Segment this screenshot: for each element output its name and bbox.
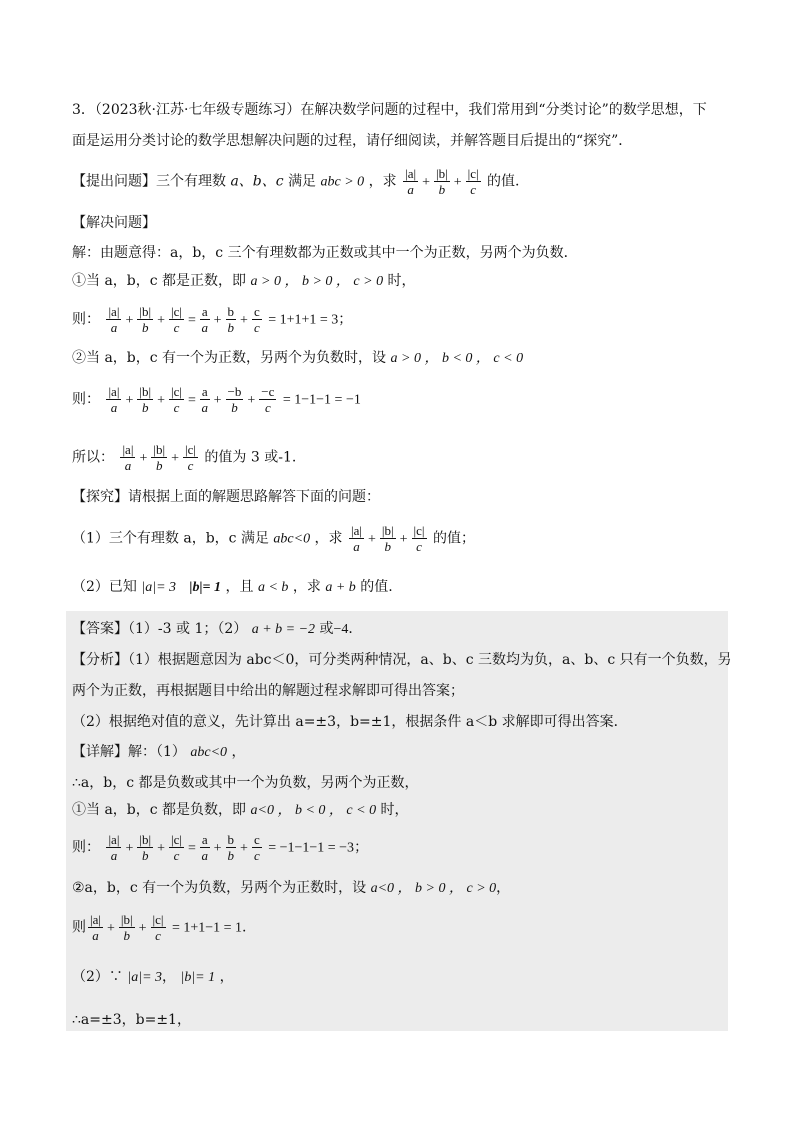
fraction-numerator: |a| — [108, 832, 120, 847]
fraction — [259, 384, 276, 415]
math-operator: + — [171, 450, 179, 466]
fraction-denominator: c — [155, 928, 161, 943]
detail-case2-line — [72, 878, 510, 899]
fraction — [169, 304, 184, 335]
math-operator: + — [125, 312, 134, 328]
text-segment: ． — [348, 621, 363, 637]
text-segment: （1）三个有理数 a，b，c 满足 — [72, 530, 269, 547]
text-segment: 则： — [72, 839, 100, 856]
math-operator: + — [106, 920, 115, 936]
fraction — [200, 304, 210, 335]
text-segment: |a|= 3 — [127, 970, 163, 985]
fraction-denominator: c — [187, 458, 194, 473]
answer-line — [72, 619, 362, 640]
fraction-denominator: b — [155, 458, 163, 473]
case1-line — [72, 271, 416, 292]
fraction-numerator: |b| — [153, 442, 166, 457]
fraction-numerator: |c| — [170, 384, 182, 399]
fraction-denominator: c — [253, 848, 260, 863]
fraction — [226, 384, 244, 415]
text-segment: |a|= 3 — [141, 580, 177, 595]
explore-heading: 【探究】请根据上面的解题思路解答下面的问题： — [72, 489, 380, 505]
text-segment: ①当 a，b，c 都是正数，即 — [72, 273, 247, 289]
text-segment: ①当 a，b，c 都是负数，即 — [72, 802, 247, 818]
text-segment: a<0 ， b < 0 ， c < 0 — [250, 803, 377, 818]
text-segment: 或 — [319, 621, 334, 637]
math-operator: + — [138, 920, 147, 936]
math-operator: + — [139, 450, 148, 466]
pose-ask: ，求 — [368, 173, 397, 190]
text-segment: ， — [219, 969, 234, 985]
fraction-numerator: |b| — [139, 832, 152, 847]
text-segment: ， — [496, 880, 511, 896]
fraction — [137, 384, 153, 415]
fraction — [137, 832, 153, 863]
fraction-denominator: c — [173, 848, 180, 863]
fraction — [252, 304, 262, 335]
fraction-numerator: b — [227, 832, 235, 847]
fraction-numerator: |a| — [122, 442, 134, 457]
detail-therefore: ∴a，b，c 都是负数或其中一个为负数，另两个为正数， — [72, 775, 419, 791]
math-operator: = — [187, 392, 196, 408]
fraction-numerator: |c| — [184, 442, 196, 457]
fraction-denominator: a — [201, 400, 208, 415]
solve-heading: 【解决问题】 — [72, 215, 156, 231]
case2-line — [72, 348, 523, 369]
fraction-denominator: c — [264, 400, 271, 415]
text-segment: ②a，b，c 有一个为负数，另两个为正数时，设 — [72, 880, 367, 896]
math-operator: + — [422, 174, 430, 190]
case1-formula — [72, 304, 352, 335]
fraction-denominator: b — [384, 539, 391, 554]
math-operator: + — [399, 531, 408, 547]
fraction-numerator: |c| — [413, 523, 425, 538]
fraction — [151, 912, 166, 943]
fraction-denominator: a — [201, 320, 208, 335]
text-segment: = −1−1−1 = −3 — [268, 840, 355, 856]
fraction-denominator: a — [201, 848, 208, 863]
math-operator: + — [240, 840, 248, 856]
fraction-numerator: |b| — [139, 304, 152, 319]
fraction-denominator: b — [141, 848, 149, 863]
fraction-denominator: a — [110, 848, 118, 863]
detail-case1-formula — [72, 832, 368, 863]
text-segment: ； — [338, 311, 353, 328]
analysis-line-3: （2）根据绝对值的意义，先计算出 a=±3，b=±1，根据条件 a＜b 求解即可得出答案． — [72, 714, 628, 730]
text-segment: 时， — [380, 802, 409, 818]
text-segment: ，求 — [292, 579, 321, 595]
math-operator: + — [157, 312, 165, 328]
fraction-numerator: |c| — [170, 304, 182, 319]
fraction-denominator: c — [173, 320, 180, 335]
problem-header-line-2: 面是运用分类讨论的数学思想解决问题的过程，请仔细阅读，并解答题目后提出的“探究”． — [72, 133, 633, 149]
fraction — [169, 384, 184, 415]
fraction-numerator: −c — [261, 384, 275, 399]
text-segment: 则： — [72, 391, 100, 408]
fraction — [412, 523, 427, 554]
math-operator: = — [187, 840, 196, 856]
fraction-denominator: c — [173, 400, 180, 415]
fraction-numerator: b — [227, 304, 235, 319]
text-segment: abc<0 — [190, 745, 228, 760]
frac-abs-b-over-b — [434, 166, 450, 197]
text-segment: a<0 ， b > 0 ， c > 0 — [370, 881, 497, 896]
math-operator: + — [240, 312, 248, 328]
detail-part2-line: （2）∵ |a|= 3， |b|= 1 ， — [72, 969, 234, 985]
math-operator: = — [187, 312, 196, 328]
fraction-numerator: |c| — [152, 912, 164, 927]
text-segment: = 1+1−1 = 1 — [171, 920, 243, 936]
text-segment: a + b — [325, 580, 356, 595]
text-segment: a < b — [257, 580, 289, 595]
fraction-denominator: b — [227, 848, 235, 863]
fraction-denominator: b — [141, 400, 149, 415]
text-segment: abc<0 — [273, 531, 311, 547]
fraction — [88, 912, 103, 943]
fraction-numerator: a — [201, 304, 208, 319]
fraction-denominator: b — [231, 400, 238, 415]
fraction — [183, 442, 198, 473]
text-segment: ，求 — [314, 530, 343, 547]
fraction-denominator: a — [124, 458, 132, 473]
fraction-numerator: |a| — [90, 912, 101, 927]
text-segment: a > 0 ， b < 0 ， c < 0 — [390, 351, 524, 366]
text-segment: = 1+1+1 = 3 — [268, 312, 339, 328]
fraction-denominator: c — [470, 182, 476, 197]
frac-abs-c-over-c — [466, 166, 481, 197]
text-segment: a > 0 ， b > 0 ， c > 0 — [250, 274, 384, 289]
so-line — [72, 442, 296, 473]
math-operator: + — [367, 531, 376, 547]
fraction-denominator: b — [227, 320, 235, 335]
math-operator: + — [157, 392, 165, 408]
text-segment: ； — [354, 839, 369, 856]
fraction — [226, 832, 237, 863]
fraction-denominator: a — [110, 400, 118, 415]
math-operator: + — [213, 392, 222, 408]
fraction — [226, 304, 237, 335]
fraction-numerator: |a| — [351, 523, 362, 538]
text-segment: 的值为 3 或-1. — [204, 449, 297, 466]
fraction — [200, 832, 210, 863]
pose-suffix: 的值. — [487, 173, 520, 190]
math-operator: + — [453, 174, 462, 190]
text-segment: （2）已知 — [72, 579, 137, 595]
fraction-denominator: a — [407, 182, 414, 197]
text-segment: ，且 — [225, 579, 254, 595]
analysis-line-2: 两个为正数，再根据题目中给出的解题过程求解即可得出答案； — [72, 683, 464, 699]
fraction-numerator: c — [253, 304, 260, 319]
math-operator: + — [247, 392, 256, 408]
fraction-numerator: |c| — [170, 832, 182, 847]
fraction — [106, 304, 121, 335]
fraction-numerator: c — [253, 832, 260, 847]
fraction — [151, 442, 167, 473]
text-segment: . — [242, 919, 247, 936]
case2-formula — [72, 384, 361, 415]
fraction — [252, 832, 262, 863]
text-segment: a + b = −2 — [251, 622, 316, 637]
fraction — [349, 523, 364, 554]
fraction-numerator: −b — [227, 384, 242, 399]
fraction-denominator: a — [110, 320, 118, 335]
pose-vars: a、b、c — [230, 173, 284, 190]
pose-problem-line — [72, 166, 520, 197]
text-segment: |b|= 1 — [189, 580, 222, 595]
detail-last-line: ∴a=±3，b=±1， — [72, 1012, 191, 1028]
text-segment: −4 — [333, 622, 349, 637]
math-operator: + — [125, 840, 134, 856]
text-segment: 时， — [387, 273, 416, 289]
problem-header-line-1: 3．（2023秋·江苏·七年级专题练习）在解决数学问题的过程中，我们常用到“分类讨论”的数学思想，下 — [72, 102, 707, 118]
fraction-numerator: |a| — [108, 304, 120, 319]
fraction-numerator: a — [201, 832, 208, 847]
fraction-denominator: a — [92, 928, 99, 943]
fraction-numerator: |b| — [139, 384, 152, 399]
fraction — [106, 832, 121, 863]
analysis-line-1: 【分析】（1）根据题意因为 abc＜0，可分类两种情况，a、b、c 三数均为负，a、b、c 只有一个负数，另 — [72, 652, 732, 668]
fraction-denominator: a — [353, 539, 360, 554]
fraction — [106, 384, 121, 415]
pose-condition: abc > 0 — [320, 174, 365, 190]
text-segment: 则 — [72, 919, 86, 936]
fraction-denominator: c — [416, 539, 422, 554]
detail-case2-formula — [72, 912, 247, 943]
detail-heading — [72, 742, 246, 763]
fraction-denominator: b — [141, 320, 149, 335]
fraction-numerator: |b| — [120, 912, 133, 927]
fraction-numerator: |b| — [435, 166, 448, 181]
text-segment: ， — [231, 744, 246, 760]
fraction-numerator: |c| — [467, 166, 479, 181]
fraction — [380, 523, 396, 554]
text-segment: 的值. — [360, 579, 393, 595]
fraction — [169, 832, 184, 863]
question-1 — [72, 523, 475, 554]
text-segment: 的值； — [432, 530, 475, 547]
math-operator: + — [125, 392, 134, 408]
frac-abs-a-over-a — [403, 166, 418, 197]
text-segment: ②当 a，b，c 有一个为正数，另两个为负数时，设 — [72, 350, 387, 366]
pose-mid: 满足 — [288, 173, 317, 190]
text-segment: |b|= 1 — [180, 970, 216, 985]
text-segment: 【答案】（1）-3 或 1；（2） — [72, 621, 248, 637]
fraction-numerator: |a| — [405, 166, 417, 181]
fraction — [137, 304, 153, 335]
fraction-denominator: c — [253, 320, 260, 335]
text-segment: = 1−1−1 = −1 — [282, 392, 361, 408]
fraction — [200, 384, 210, 415]
fraction-denominator: b — [123, 928, 130, 943]
pose-prefix: 【提出问题】三个有理数 — [72, 173, 226, 190]
fraction — [120, 442, 135, 473]
text-segment: 则： — [72, 311, 100, 328]
text-segment: 【详解】解：（1） — [72, 744, 186, 760]
fraction-numerator: |b| — [381, 523, 394, 538]
fraction-denominator: b — [438, 182, 446, 197]
solve-intro: 解：由题意得：a，b，c 三个有理数都为正数或其中一个为正数，另两个为负数． — [72, 245, 578, 261]
fraction — [119, 912, 135, 943]
fraction-numerator: a — [201, 384, 208, 399]
question-2 — [72, 577, 393, 598]
fraction-numerator: |a| — [108, 384, 120, 399]
math-operator: + — [157, 840, 165, 856]
math-operator: + — [213, 312, 222, 328]
text-segment: （2）∵ — [72, 969, 123, 985]
math-operator: + — [213, 840, 222, 856]
detail-case1-line — [72, 800, 409, 821]
text-segment: 所以： — [72, 449, 114, 466]
